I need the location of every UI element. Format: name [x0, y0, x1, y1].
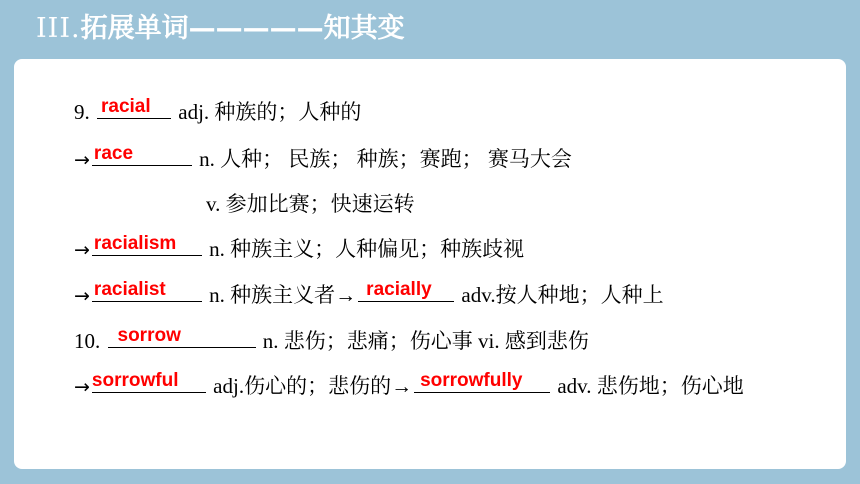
answer-text: race	[93, 143, 134, 164]
answer-text: sorrowfully	[420, 370, 523, 391]
answer-text: sorrowful	[91, 370, 179, 391]
definition-text: adv.按人种地；人种上	[456, 283, 664, 307]
entry-line-1	[74, 96, 361, 126]
definition-text: n. 悲伤；悲痛；伤心事 vi. 感到悲伤	[257, 329, 589, 353]
arrow-icon: →	[74, 285, 90, 307]
definition-text: n. 种族主义者→	[203, 283, 357, 307]
answer-blank	[97, 96, 171, 119]
entry-line-4	[74, 233, 524, 263]
definition-text: n. 种族主义；人种偏见；种族歧视	[203, 237, 525, 261]
answer-text: racial	[101, 96, 151, 117]
arrow-icon: →	[74, 239, 90, 261]
answer-text: racialist	[93, 279, 166, 300]
entry-line-7	[74, 370, 744, 400]
slide-title	[36, 9, 405, 49]
answer-text: sorrow	[117, 325, 181, 346]
entry-line-6	[74, 325, 589, 355]
entry-line-5	[74, 279, 664, 309]
entry-line-2	[74, 143, 572, 173]
title-section-number: III.	[36, 13, 81, 44]
answer-text: racialism	[93, 233, 177, 254]
answer-blank	[92, 143, 192, 166]
answer-blank	[414, 370, 550, 393]
answer-blank	[358, 279, 454, 302]
item-number: 9.	[74, 100, 95, 124]
definition-text: v. 参加比赛；快速运转	[206, 192, 415, 216]
definition-text: adj.伤心的；悲伤的→	[207, 374, 413, 398]
answer-text: racially	[366, 279, 432, 300]
answer-blank	[92, 279, 202, 302]
item-number: 10.	[74, 329, 106, 353]
definition-text: n. 人种； 民族； 种族；赛跑； 赛马大会	[193, 147, 572, 171]
arrow-icon: →	[74, 149, 90, 171]
definition-text: adj. 种族的；人种的	[173, 100, 362, 124]
answer-blank	[108, 325, 256, 348]
definition-text: adv. 悲伤地；伤心地	[552, 374, 744, 398]
title-text: 拓展单词—————知其变	[80, 13, 405, 44]
content-card	[14, 59, 846, 469]
answer-blank	[92, 233, 202, 256]
arrow-icon: →	[74, 376, 90, 398]
answer-blank	[92, 370, 206, 393]
entry-line-3	[206, 189, 415, 219]
